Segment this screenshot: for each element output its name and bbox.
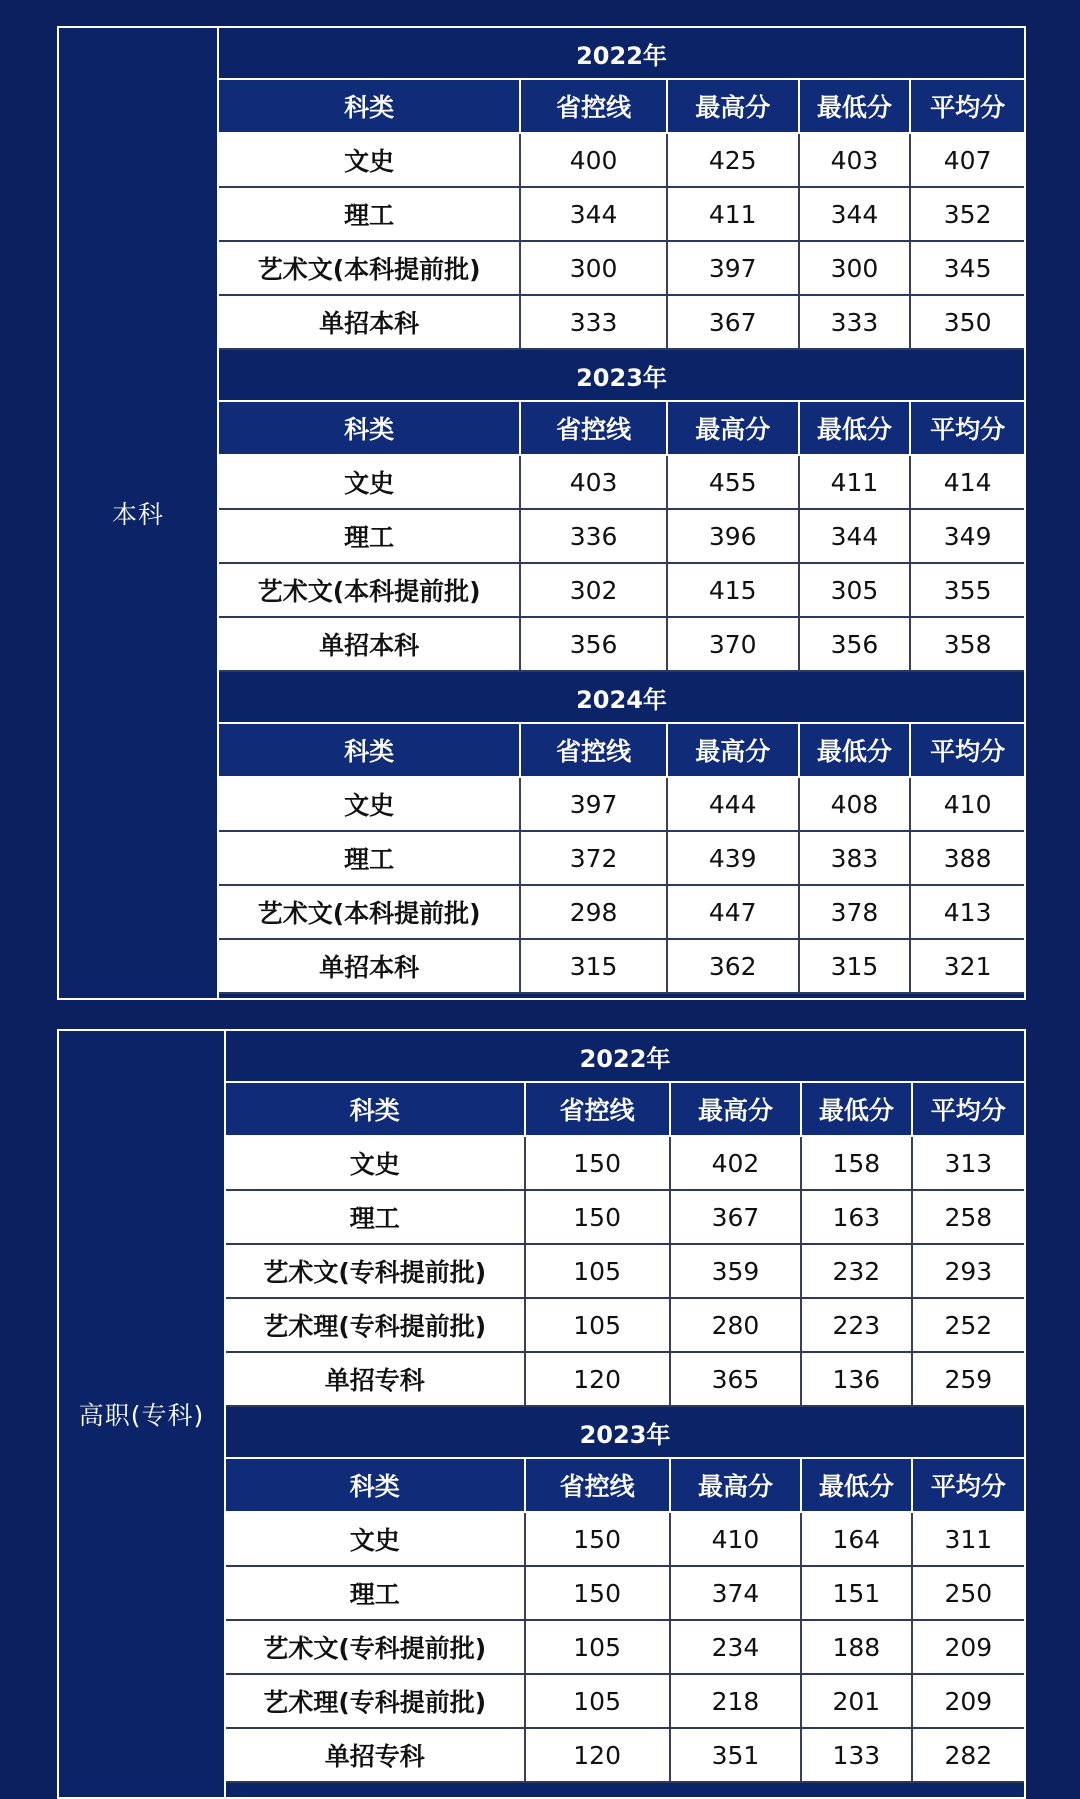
year-heading: 2023年	[226, 1407, 1024, 1459]
score-cell: 302	[521, 564, 668, 616]
score-cell: 356	[800, 618, 912, 670]
year-heading: 2023年	[219, 350, 1024, 402]
score-cell: 333	[521, 296, 668, 348]
score-cell: 188	[802, 1621, 912, 1673]
score-cell: 105	[526, 1621, 671, 1673]
score-cell: 455	[668, 456, 800, 508]
score-cell: 151	[802, 1567, 912, 1619]
score-cell: 105	[526, 1245, 671, 1297]
category-cell: 文史	[226, 1137, 526, 1189]
column-header: 省控线	[526, 1459, 671, 1511]
table-row	[226, 1353, 1024, 1407]
score-cell: 374	[671, 1567, 802, 1619]
table-row	[219, 134, 1024, 188]
score-cell: 293	[944, 1256, 993, 1286]
score-cell: 415	[668, 564, 800, 616]
table-row	[219, 510, 1024, 564]
score-cell: 397	[521, 778, 668, 830]
category-cell: 艺术理(专科提前批)	[226, 1299, 526, 1351]
category-cell: 艺术文(专科提前批)	[226, 1245, 526, 1297]
column-header: 科类	[219, 80, 521, 132]
score-cell: 282	[944, 1740, 993, 1770]
table-row	[226, 1137, 1024, 1191]
score-cell: 209	[944, 1686, 993, 1716]
score-cell: 250	[944, 1578, 993, 1608]
score-cell: 252	[944, 1310, 993, 1340]
category-cell: 艺术文(本科提前批)	[219, 564, 521, 616]
category-cell: 文史	[219, 778, 521, 830]
year-heading: 2024年	[219, 672, 1024, 724]
category-cell: 艺术文(本科提前批)	[219, 886, 521, 938]
column-header: 最高分	[668, 402, 800, 454]
column-header: 省控线	[526, 1083, 671, 1135]
score-cell: 105	[526, 1299, 671, 1351]
section-label: 高职(专科)	[59, 1031, 226, 1797]
score-cell: 259	[944, 1364, 993, 1394]
score-cell: 344	[800, 188, 912, 240]
column-header: 科类	[219, 402, 521, 454]
column-header: 最低分	[802, 1459, 912, 1511]
score-cell: 410	[671, 1513, 802, 1565]
score-cell: 136	[802, 1353, 912, 1405]
category-cell: 单招本科	[219, 296, 521, 348]
score-cell: 120	[526, 1729, 671, 1781]
score-cell: 367	[668, 296, 800, 348]
score-cell: 344	[800, 510, 912, 562]
score-cell: 120	[526, 1353, 671, 1405]
category-cell: 文史	[226, 1513, 526, 1565]
category-cell: 单招本科	[219, 618, 521, 670]
score-cell: 234	[671, 1621, 802, 1673]
score-cell: 345	[943, 253, 992, 283]
category-cell: 文史	[219, 456, 521, 508]
score-cell: 355	[943, 575, 992, 605]
table-header-row	[226, 1459, 1024, 1513]
score-cell: 313	[944, 1148, 993, 1178]
category-cell: 单招本科	[219, 940, 521, 992]
table-row	[219, 188, 1024, 242]
score-cell: 158	[802, 1137, 912, 1189]
score-cell: 402	[671, 1137, 802, 1189]
score-cell: 352	[943, 199, 992, 229]
column-header: 最低分	[802, 1083, 912, 1135]
column-header: 最低分	[800, 402, 912, 454]
category-cell: 理工	[226, 1191, 526, 1243]
score-cell: 439	[668, 832, 800, 884]
table-header-row	[219, 80, 1024, 134]
table-row	[219, 886, 1024, 940]
column-header: 科类	[219, 724, 521, 776]
score-cell: 311	[944, 1524, 993, 1554]
score-cell: 150	[526, 1513, 671, 1565]
column-header: 平均分	[930, 415, 1006, 444]
table-row	[226, 1675, 1024, 1729]
score-cell: 362	[668, 940, 800, 992]
category-cell: 艺术文(本科提前批)	[219, 242, 521, 294]
score-cell: 408	[800, 778, 912, 830]
score-cell: 350	[943, 307, 992, 337]
score-cell: 321	[943, 951, 992, 981]
table-row	[219, 242, 1024, 296]
score-cell: 359	[671, 1245, 802, 1297]
score-cell: 349	[943, 521, 992, 551]
score-cell: 411	[800, 456, 912, 508]
table-row	[226, 1621, 1024, 1675]
score-cell: 397	[668, 242, 800, 294]
score-cell: 403	[800, 134, 912, 186]
table-header-row	[219, 402, 1024, 456]
table-row	[226, 1567, 1024, 1621]
column-header: 最高分	[668, 724, 800, 776]
table-row	[226, 1191, 1024, 1245]
category-cell: 理工	[219, 832, 521, 884]
category-cell: 单招专科	[226, 1353, 526, 1405]
column-header: 最高分	[671, 1083, 802, 1135]
score-cell: 344	[521, 188, 668, 240]
category-cell: 理工	[219, 188, 521, 240]
score-cell: 378	[800, 886, 912, 938]
score-cell: 370	[668, 618, 800, 670]
column-header: 科类	[226, 1459, 526, 1511]
category-cell: 理工	[226, 1567, 526, 1619]
table-row	[219, 296, 1024, 350]
vocational-panel	[57, 1029, 1026, 1799]
score-cell: 414	[943, 467, 992, 497]
score-cell: 258	[944, 1202, 993, 1232]
score-cell: 223	[802, 1299, 912, 1351]
score-cell: 351	[671, 1729, 802, 1781]
score-cell: 218	[671, 1675, 802, 1727]
bachelor-tables	[219, 28, 1024, 994]
score-cell: 388	[943, 843, 992, 873]
score-cell: 413	[943, 897, 992, 927]
score-cell: 410	[943, 789, 992, 819]
score-cell: 150	[526, 1191, 671, 1243]
score-cell: 444	[668, 778, 800, 830]
column-header: 最低分	[800, 724, 912, 776]
score-cell: 396	[668, 510, 800, 562]
column-header: 省控线	[521, 724, 668, 776]
score-cell: 407	[943, 145, 992, 175]
column-header: 平均分	[930, 1472, 1006, 1501]
score-cell: 411	[668, 188, 800, 240]
score-cell: 315	[521, 940, 668, 992]
table-row	[219, 618, 1024, 672]
score-cell: 400	[521, 134, 668, 186]
score-cell: 105	[526, 1675, 671, 1727]
score-cell: 425	[668, 134, 800, 186]
score-cell: 403	[521, 456, 668, 508]
score-cell: 367	[671, 1191, 802, 1243]
category-cell: 理工	[219, 510, 521, 562]
score-cell: 298	[521, 886, 668, 938]
vocational-tables	[226, 1031, 1024, 1783]
column-header: 省控线	[521, 402, 668, 454]
table-row	[219, 832, 1024, 886]
column-header: 平均分	[930, 737, 1006, 766]
section-label: 本科	[59, 28, 219, 998]
score-cell: 372	[521, 832, 668, 884]
table-row	[219, 456, 1024, 510]
score-cell: 358	[943, 629, 992, 659]
year-heading: 2022年	[219, 28, 1024, 80]
column-header: 平均分	[930, 93, 1006, 122]
category-cell: 单招专科	[226, 1729, 526, 1781]
column-header: 省控线	[521, 80, 668, 132]
category-cell: 文史	[219, 134, 521, 186]
table-row	[226, 1299, 1024, 1353]
score-cell: 150	[526, 1567, 671, 1619]
table-header-row	[219, 724, 1024, 778]
score-cell: 280	[671, 1299, 802, 1351]
table-row	[219, 778, 1024, 832]
table-row	[226, 1513, 1024, 1567]
score-cell: 201	[802, 1675, 912, 1727]
table-row	[226, 1245, 1024, 1299]
column-header: 平均分	[930, 1096, 1006, 1125]
column-header: 最高分	[668, 80, 800, 132]
column-header: 最低分	[800, 80, 912, 132]
score-cell: 356	[521, 618, 668, 670]
year-heading: 2022年	[226, 1031, 1024, 1083]
column-header: 科类	[226, 1083, 526, 1135]
score-cell: 300	[521, 242, 668, 294]
column-header: 最高分	[671, 1459, 802, 1511]
score-cell: 333	[800, 296, 912, 348]
score-cell: 300	[800, 242, 912, 294]
bachelor-panel	[57, 26, 1026, 1000]
table-row	[219, 940, 1024, 994]
score-cell: 383	[800, 832, 912, 884]
score-cell: 133	[802, 1729, 912, 1781]
score-cell: 150	[526, 1137, 671, 1189]
category-cell: 艺术理(专科提前批)	[226, 1675, 526, 1727]
category-cell: 艺术文(专科提前批)	[226, 1621, 526, 1673]
score-cell: 365	[671, 1353, 802, 1405]
score-cell: 315	[800, 940, 912, 992]
score-cell: 447	[668, 886, 800, 938]
table-row	[219, 564, 1024, 618]
score-cell: 164	[802, 1513, 912, 1565]
score-cell: 163	[802, 1191, 912, 1243]
score-cell: 209	[944, 1632, 993, 1662]
score-cell: 336	[521, 510, 668, 562]
table-header-row	[226, 1083, 1024, 1137]
table-row	[226, 1729, 1024, 1783]
score-cell: 305	[800, 564, 912, 616]
score-cell: 232	[802, 1245, 912, 1297]
